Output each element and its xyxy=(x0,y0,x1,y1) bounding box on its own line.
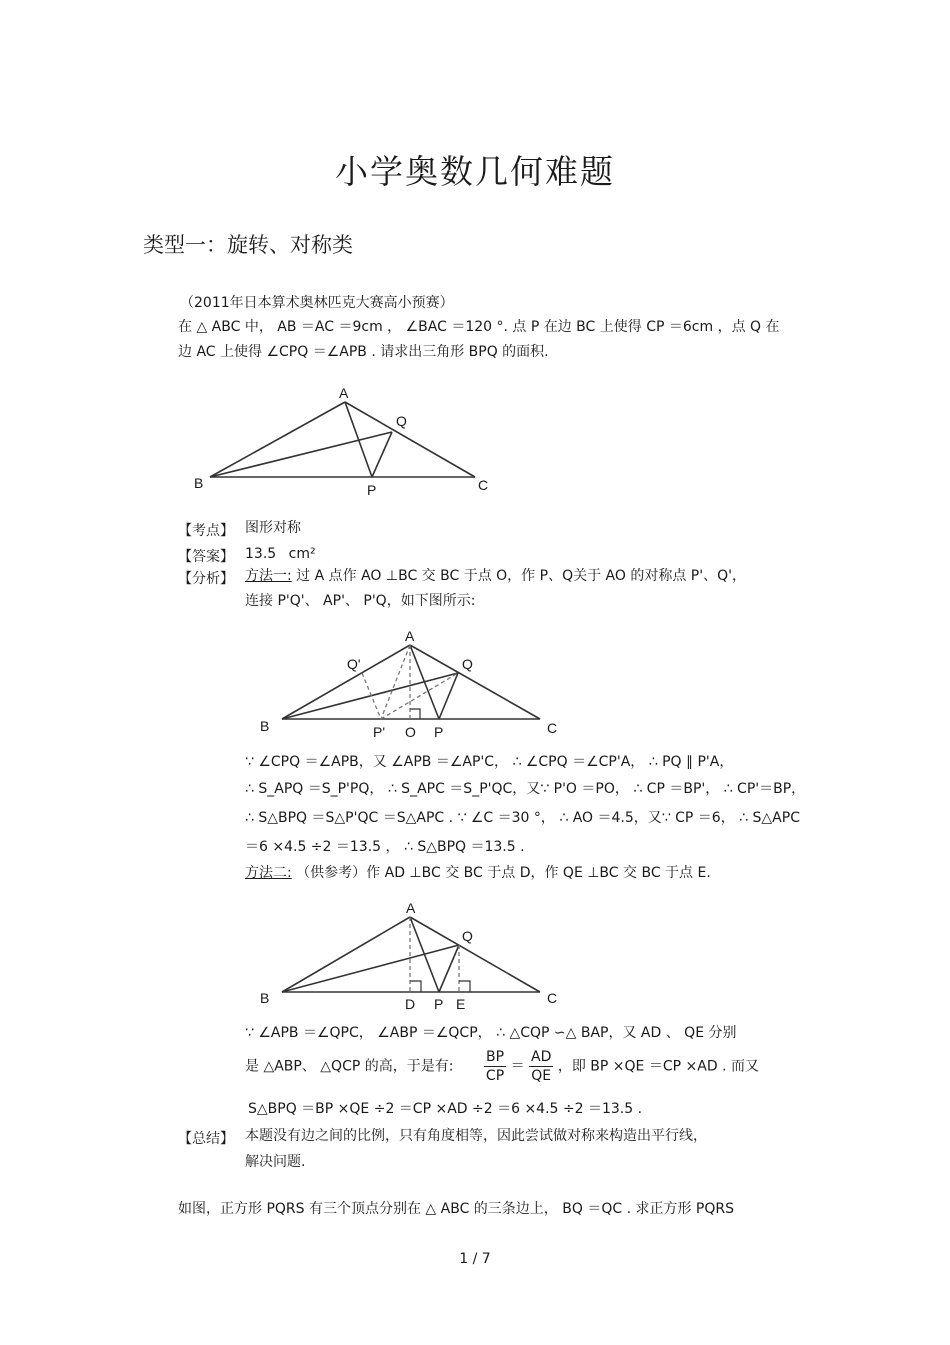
figure-3-heights xyxy=(250,897,570,1017)
fig3-label-c: C xyxy=(547,990,558,1006)
method1-step-1: ∵ ∠CPQ ＝∠APB，又 ∠APB ＝∠AP'C， ∴ ∠CPQ ＝∠CP'A， ∴ PQ ∥ P'A， xyxy=(245,754,734,770)
summary-line-1: 本题没有边之间的比例，只有角度相等，因此尝试做对称来构造出平行线， xyxy=(245,1128,707,1144)
method2-text: （供参考）作 AD ⊥BC 交 BC 于点 D，作 QE ⊥BC 交 BC 于点 E. xyxy=(291,865,711,881)
problem-2-text: 如图，正方形 PQRS 有三个顶点分别在 △ ABC 的三条边上， BQ ＝QC . 求正方形 PQRS xyxy=(178,1201,734,1217)
fig1-label-c: C xyxy=(478,477,489,493)
problem-line-2: 边 AC 上使得 ∠CPQ ＝∠APB . 请求出三角形 BPQ 的面积. xyxy=(178,344,549,360)
answer-tag: 【答案】 xyxy=(178,549,234,565)
fig3-line-bq xyxy=(282,945,459,992)
fig2-line-pq-prime xyxy=(362,673,381,719)
method2-step-1: ∵ ∠APB ＝∠QPC， ∠ABP ＝∠QCP， ∴ △CQP ∽△ BAP，又 AD 、 QE 分别 xyxy=(245,1025,737,1041)
page-number: 1 / 7 xyxy=(459,1251,491,1267)
kaodian-tag: 【考点】 xyxy=(178,523,234,539)
method1-text: 过 A 点作 AO ⊥BC 交 BC 于点 O，作 P、Q关于 AO 的对称点 P'、Q'， xyxy=(291,568,746,584)
fig2-side-ac xyxy=(410,645,540,719)
method1-step-3: ∴ S△BPQ ＝S△P'QC ＝S△APC . ∵ ∠C ＝30 °， ∴ AO ＝4.5，又∵ CP ＝6， ∴ S△APC xyxy=(245,810,800,826)
analysis-tag: 【分析】 xyxy=(178,571,234,587)
fig2-label-p-prime: P' xyxy=(373,724,386,740)
fraction-ad: AD xyxy=(531,1049,552,1065)
summary-line-2: 解决问题. xyxy=(245,1154,306,1170)
fig1-label-a: A xyxy=(339,385,349,401)
fig1-label-b: B xyxy=(194,475,204,491)
fig3-right-angle-e xyxy=(459,981,470,992)
method1-step-4: ＝6 ×4.5 ÷2 ＝13.5 ， ∴ S△BPQ ＝13.5 . xyxy=(245,839,525,855)
fig2-right-angle-mark xyxy=(410,709,420,719)
fig2-line-ap-prime xyxy=(381,645,410,719)
answer-line xyxy=(245,544,316,564)
method1-label: 方法一: xyxy=(245,568,292,584)
fig2-label-b: B xyxy=(260,718,270,734)
method1-step-2: ∴ S_APQ ＝S_P'PQ， ∴ S_APC ＝S_P'QC，又∵ P'O ＝PO， ∴ CP ＝BP'， ∴ CP'＝BP， xyxy=(245,781,806,797)
figure-2-symmetry xyxy=(250,625,570,745)
fig2-label-p: P xyxy=(434,724,444,740)
figure-1-triangle xyxy=(180,380,520,505)
fig3-label-d: D xyxy=(405,996,416,1012)
method2-step-2-text: 是 △ABP、 △QCP 的高，于是有: xyxy=(245,1058,454,1075)
method2-step-2 xyxy=(245,1048,759,1085)
fraction-ad-qe xyxy=(529,1048,553,1085)
section-heading: 类型一：旋转、对称类 xyxy=(143,233,353,257)
fig2-label-q: Q xyxy=(462,656,473,672)
method2-step-3: S△BPQ ＝BP ×QE ÷2 ＝CP ×AD ÷2 ＝6 ×4.5 ÷2 ＝13.5 . xyxy=(248,1101,643,1117)
problem-line-1: 在 △ ABC 中， AB ＝AC ＝9cm ， ∠BAC ＝120 °. 点 P 在边 BC 上使得 CP ＝6cm ，点 Q 在 xyxy=(178,319,780,335)
method2-line-1 xyxy=(245,863,711,883)
summary-tag: 【总结】 xyxy=(178,1131,234,1147)
fig2-line-pq xyxy=(439,673,458,719)
method2-label: 方法二: xyxy=(245,865,292,881)
fig2-line-bq xyxy=(282,673,458,719)
page-title: 小学奥数几何难题 xyxy=(335,152,615,191)
fig3-label-p: P xyxy=(434,996,444,1012)
fig2-side-ab xyxy=(282,645,410,719)
fig1-label-p: P xyxy=(367,482,377,498)
fig1-line-pq xyxy=(372,432,392,477)
fraction-bp: BP xyxy=(484,1048,506,1067)
fig2-label-c: C xyxy=(547,720,558,736)
fig2-label-a: A xyxy=(405,628,415,644)
fig2-label-q-prime: Q' xyxy=(347,656,361,672)
problem-source: （2011年日本算术奥林匹克大赛高小预赛） xyxy=(180,295,454,311)
fig3-side-ab xyxy=(282,917,410,992)
fraction-bp-cp xyxy=(484,1048,506,1085)
method1-line-1 xyxy=(245,566,746,586)
answer-unit: cm² xyxy=(288,546,316,562)
method2-step-2-conclusion: ，即 BP ×QE ＝CP ×AD . 而又 xyxy=(557,1058,759,1075)
fig3-label-a: A xyxy=(406,900,416,916)
fig3-label-b: B xyxy=(260,990,270,1006)
fig3-label-q: Q xyxy=(462,928,473,944)
fraction-qe: QE xyxy=(531,1068,552,1084)
fraction-equals: ＝ xyxy=(510,1058,525,1075)
fig1-side-ab xyxy=(210,402,345,477)
fig1-label-q: Q xyxy=(396,413,407,429)
fig3-line-pq xyxy=(439,945,459,992)
fig3-label-e: E xyxy=(456,996,466,1012)
answer-value: 13.5 xyxy=(245,546,277,562)
kaodian-text: 图形对称 xyxy=(245,520,301,536)
method1-line-2: 连接 P'Q'、 AP'、 P'Q，如下图所示: xyxy=(245,593,476,609)
fig3-right-angle-d xyxy=(410,981,421,992)
fig2-label-o: O xyxy=(405,724,416,740)
fig3-side-ac xyxy=(410,917,540,992)
fraction-cp: CP xyxy=(485,1068,505,1084)
